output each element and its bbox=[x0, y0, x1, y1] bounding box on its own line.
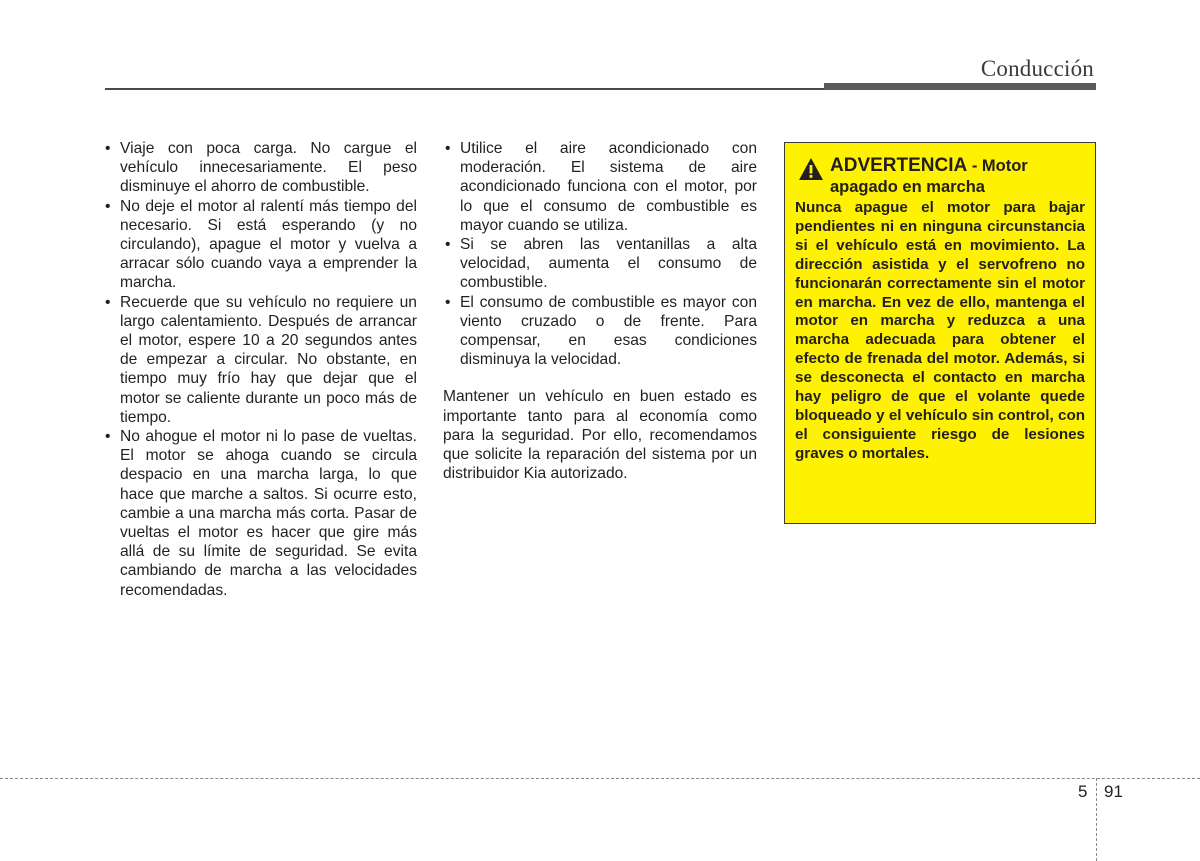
list-item: • Recuerde que su vehículo no requiere un largo calentamiento. Después de arrancar el motor, espere 10 a 20 segundos antes de empezar a circular. No obstante, en tiempo muy frío hay que dejar que el motor se caliente durante un poco más de tiempo. bbox=[103, 293, 417, 427]
list-item: • No ahogue el motor ni lo pase de vueltas. El motor se ahoga cuando se circula despacio en una marcha larga, lo que hace que marche a saltos. Si ocurre esto, cambie a una marcha más corta. Pasar de vueltas el motor es hacer que gire más allá de su límite de seguridad. Se evita cambiando de marcha a las velocidades recomendadas. bbox=[103, 427, 417, 600]
footer-dashed-rule bbox=[0, 778, 1200, 779]
chapter-number: 5 bbox=[1078, 782, 1088, 801]
list-item: • No deje el motor al ralentí más tiempo del necesario. Si está esperando (y no circulando), apague el motor y vuelva a arracar sólo cuando vaya a emprender la marcha. bbox=[103, 197, 417, 293]
warning-header bbox=[795, 155, 1085, 198]
warning-label: ADVERTENCIA bbox=[830, 155, 968, 176]
list-item: • Viaje con poca carga. No cargue el vehículo innecesariamente. El peso disminuye el ahorro de combustible. bbox=[103, 139, 417, 197]
warning-box bbox=[784, 142, 1096, 524]
page-number: 91 bbox=[1104, 782, 1123, 801]
header-rule-accent bbox=[824, 83, 1096, 90]
footer-dashed-divider bbox=[1096, 778, 1097, 861]
middle-column bbox=[443, 139, 757, 499]
left-column bbox=[103, 139, 417, 600]
header-rule bbox=[105, 88, 825, 90]
list-item: • Si se abren las ventanillas a alta velocidad, aumenta el consumo de combustible. bbox=[443, 235, 757, 293]
list-item: • Utilice el aire acondicionado con moderación. El sistema de aire acondicionado funciona con el motor, por lo que el consumo de combustible es mayor cuando se utiliza. bbox=[443, 139, 757, 235]
middle-bullet-list bbox=[443, 139, 757, 369]
maintenance-paragraph: Mantener un vehículo en buen estado es importante tanto para al economía como para la seguridad. Por ello, recomendamos que solicite la reparación del sistema por un distribuidor Kia autorizado. bbox=[443, 388, 757, 483]
warning-triangle-icon bbox=[798, 157, 824, 181]
warning-title bbox=[830, 155, 1085, 198]
warning-subtitle: - Motor apagado en marcha bbox=[830, 157, 1028, 196]
warning-body: Nunca apague el motor para bajar pendientes ni en ninguna circunstancia si el vehículo está en movimiento. La dirección asistida y el servofreno no funcionarán correctamente sin el motor en marcha. En vez de ello, mantenga el motor en marcha y reduzca a una marcha adecuada para obtener el efecto de frenada del motor. Además, si se desconecta el contacto en marcha hay peligro de que el volante quede bloqueado y el vehículo sin control, con el consiguiente riesgo de lesiones graves o mortales. bbox=[795, 199, 1085, 462]
left-bullet-list bbox=[103, 139, 417, 600]
section-title: Conducción bbox=[980, 56, 1094, 81]
list-item: • El consumo de combustible es mayor con viento cruzado o de frente. Para compensar, en esas condiciones disminuya la velocidad. bbox=[443, 293, 757, 370]
